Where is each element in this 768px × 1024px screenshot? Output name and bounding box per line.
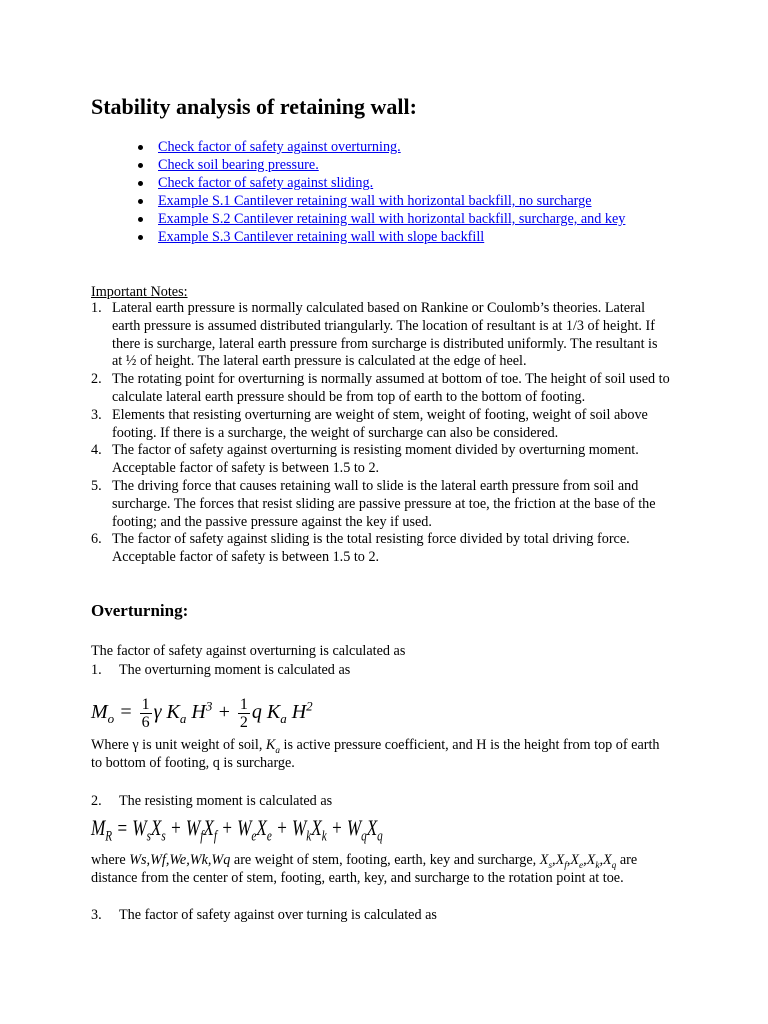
link-list — [136, 138, 625, 246]
list-item — [91, 531, 671, 567]
note-number: 4. — [91, 442, 102, 459]
note-text: The factor of safety against overturning is resisting moment divided by overturning moment. Acceptable factor of safety is between 1.5 to 2. — [112, 442, 639, 477]
list-item — [136, 210, 625, 228]
where-text-2: where Ws,Wf,We,Wk,Wq are weight of stem, footing, earth, key and surcharge, $X_s,X_f,X_e,X_k,X_q$ are distance from the center of stem, footing, earth, key, and surcharge to the rotation point at toe. — [91, 852, 638, 886]
note-number: 3. — [91, 406, 102, 423]
list-item — [91, 407, 671, 443]
overturning-moment-equation: $M_o$ = $\frac{1}{6}$ γ $K_a$ $H^3$ + $\frac{1}{2}$ q $K_a$ $H^2$ — [91, 695, 313, 731]
step-number: 3. — [91, 907, 102, 923]
intro-text: The factor of safety against overturning is calculated as — [91, 643, 406, 659]
note-number: 5. — [91, 477, 102, 494]
list-item — [91, 371, 671, 407]
list-item — [136, 192, 625, 210]
step-2 — [91, 792, 332, 810]
section-heading: Overturning: — [91, 601, 189, 620]
note-text: The rotating point for overturning is normally assumed at bottom of toe. The height of soil used to calculate lateral earth pressure should be from top of earth to the bottom of footing. — [112, 371, 670, 405]
link-bearing-pressure[interactable]: Check soil bearing pressure. — [158, 157, 319, 173]
step-number: 2. — [91, 793, 102, 809]
note-number: 1. — [91, 300, 102, 316]
step-text: The overturning moment is calculated as — [119, 662, 351, 678]
note-text: The factor of safety against sliding is the total resisting force divided by total driving force. Acceptable factor of safety is between 1.5 to 2. — [112, 531, 630, 566]
step-3 — [91, 906, 437, 924]
note-text: Elements that resisting overturning are weight of stem, weight of footing, weight of soil above footing. If there is a surcharge, the weight of surcharge can also be considered. — [112, 406, 648, 441]
note-text: Lateral earth pressure is normally calculated based on Rankine or Coulomb’s theories. Lateral earth pressure is assumed distributed triangularly. The location of resultant is at 1/3 of height. If there is surcharge, lateral earth pressure from surcharge is distributed uniformly. The resultant is at ½ of height. The lateral earth pressure is calculated at the edge of heel. — [112, 300, 658, 370]
note-number: 6. — [91, 531, 102, 548]
step-1 — [91, 661, 350, 679]
list-item — [91, 478, 671, 531]
link-example-s1[interactable]: Example S.1 Cantilever retaining wall with horizontal backfill, no surcharge — [158, 193, 592, 209]
step-number: 1. — [91, 662, 102, 678]
list-item — [136, 228, 625, 246]
link-example-s3[interactable]: Example S.3 Cantilever retaining wall with slope backfill — [158, 229, 485, 245]
page-title: Stability analysis of retaining wall: — [91, 94, 417, 119]
link-sliding[interactable]: Check factor of safety against sliding. — [158, 175, 374, 191]
notes-list — [91, 300, 671, 567]
list-item — [91, 442, 671, 478]
link-example-s2[interactable]: Example S.2 Cantilever retaining wall with horizontal backfill, surcharge, and key — [158, 211, 626, 227]
link-overturning[interactable]: Check factor of safety against overturning. — [158, 139, 401, 155]
notes-label: Important Notes: — [91, 284, 188, 300]
note-number: 2. — [91, 371, 102, 388]
note-text: The driving force that causes retaining wall to slide is the lateral earth pressure from soil and surcharge. The forces that resist sliding are passive pressure at toe, the friction at the base of the footing; and the passive pressure against the key if used. — [112, 477, 656, 530]
list-item — [136, 174, 625, 192]
step-text: The factor of safety against over turning is calculated as — [119, 907, 437, 923]
where-text-1: Where γ is unit weight of soil, $K_a$ is active pressure coefficient, and H is the height from top of earth to bottom of footing, q is surcharge. — [91, 737, 660, 771]
step-text: The resisting moment is calculated as — [119, 793, 333, 809]
list-item — [136, 156, 625, 174]
list-item — [136, 138, 625, 156]
resisting-moment-equation: $M_R = W_sX_s + W_fX_f + W_eX_e + W_kX_k + W_qX_q$ — [91, 815, 383, 845]
list-item — [91, 300, 671, 371]
